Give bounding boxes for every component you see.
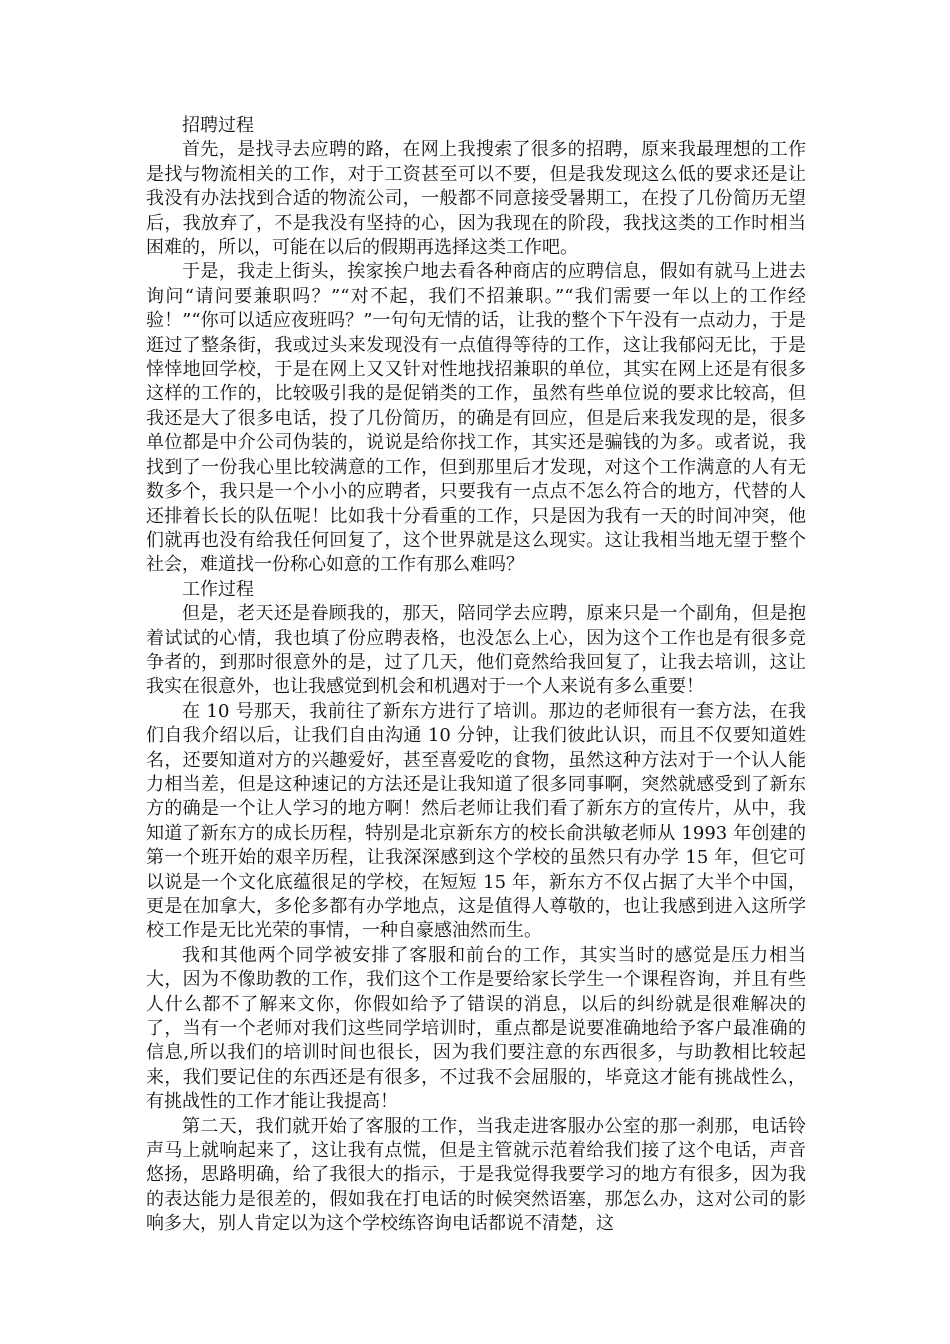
paragraph: 但是，老天还是眷顾我的，那天，陪同学去应聘，原来只是一个副角，但是抱着试试的心情，我也填了份应聘表格，也没怎么上心，因为这个工作也是有很多竞争者的，到那时很意外的是，过了几天，他们竟然给我回复了，让我去培训，这让我实在很意外，也让我感觉到机会和机遇对于一个人来说有多么重要！ [146, 603, 806, 698]
document-page [146, 114, 806, 1237]
paragraph: 在 10 号那天，我前往了新东方进行了培训。那边的老师很有一套方法，在我们自我介绍以后，让我们自由沟通 10 分钟，让我们彼此认识，而且不仅要知道姓名，还要知道对方的兴趣爱好，甚至喜爱吃的食物，虽然这种方法对于一个认人能力相当差，但是这种速记的方法还是让我知道了很多同事啊，突然就感受到了新东方的确是一个让人学习的地方啊！然后老师让我们看了新东方的宣传片，从中，我知道了新东方的成长历程，特别是北京新东方的校长俞洪敏老师从 1993 年创建的第一个班开始的艰辛历程，让我深深感到这个学校的虽然只有办学 15 年，但它可以说是一个文化底蕴很足的学校，在短短 15 年，新东方不仅占据了大半个中国，更是在加拿大，多伦多都有办学地点，这是值得人尊敬的，也让我感到进入这所学校工作是无比光荣的事情，一种自豪感油然而生。 [146, 700, 806, 942]
paragraph: 于是，我走上街头，挨家挨户地去看各种商店的应聘信息，假如有就马上进去询问“请问要兼职吗？”“对不起，我们不招兼职。”“我们需要一年以上的工作经验！”“你可以适应夜班吗？”一句句无情的话，让我的整个下午没有一点动力，于是逛过了整条街，我或过头来发现没有一点值得等待的工作，这让我郁闷无比，于是悻悻地回学校，于是在网上又又针对性地找招兼职的单位，其实在网上还是有很多这样的工作的，比较吸引我的是促销类的工作，虽然有些单位说的要求比较高，但我还是大了很多电话，投了几份简历，的确是有回应，但是后来我发现的是，很多单位都是中介公司伪装的，说说是给你找工作，其实还是骗钱的为多。或者说，我找到了一份我心里比较满意的工作，但到那里后才发现，对这个工作满意的人有无数多个，我只是一个小小的应聘者，只要我有一点点不怎么符合的地方，代替的人还排着长长的队伍呢！比如我十分看重的工作，只是因为我有一天的时间冲突，他们就再也没有给我任何回复了，这个世界就是这么现实。这让我相当地无望于整个社会，难道找一份称心如意的工作有那么难吗？ [146, 261, 806, 576]
section-heading-work: 工作过程 [182, 578, 254, 600]
paragraph: 我和其他两个同学被安排了客服和前台的工作，其实当时的感觉是压力相当大，因为不像助教的工作，我们这个工作是要给家长学生一个课程咨询，并且有些人什么都不了解来文你，你假如给予了错误的消息，以后的纠纷就是很难解决的了，当有一个老师对我们这些同学培训时，重点都是说要准确地给予客户最准确的信息,所以我们的培训时间也很长，因为我们要注意的东西很多，与助教相比较起来，我们要记住的东西还是有很多，不过我不会屈服的，毕竟这才能有挑战性么，有挑战性的工作才能让我提高！ [146, 944, 806, 1113]
paragraph: 第二天，我们就开始了客服的工作，当我走进客服办公室的那一刹那，电话铃声马上就响起来了，这让我有点慌，但是主管就示范着给我们接了这个电话，声音悠扬，思路明确，给了我很大的指示，于是我觉得我要学习的地方有很多，因为我的表达能力是很差的，假如我在打电话的时候突然语塞，那怎么办，这对公司的影响多大，别人肯定以为这个学校练咨询电话都说不清楚，这 [146, 1115, 806, 1235]
section-heading-recruitment: 招聘过程 [182, 115, 254, 136]
paragraph: 首先，是找寻去应聘的路，在网上我搜索了很多的招聘，原来我最理想的工作是找与物流相关的工作，对于工资甚至可以不要，但是我发现这么低的要求还是让我没有办法找到合适的物流公司，一般都不同意接受暑期工，在投了几份简历无望后，我放弃了，不是我没有坚持的心，因为我现在的阶段，我找这类的工作时相当困难的，所以，可能在以后的假期再选择这类工作吧。 [146, 139, 806, 259]
